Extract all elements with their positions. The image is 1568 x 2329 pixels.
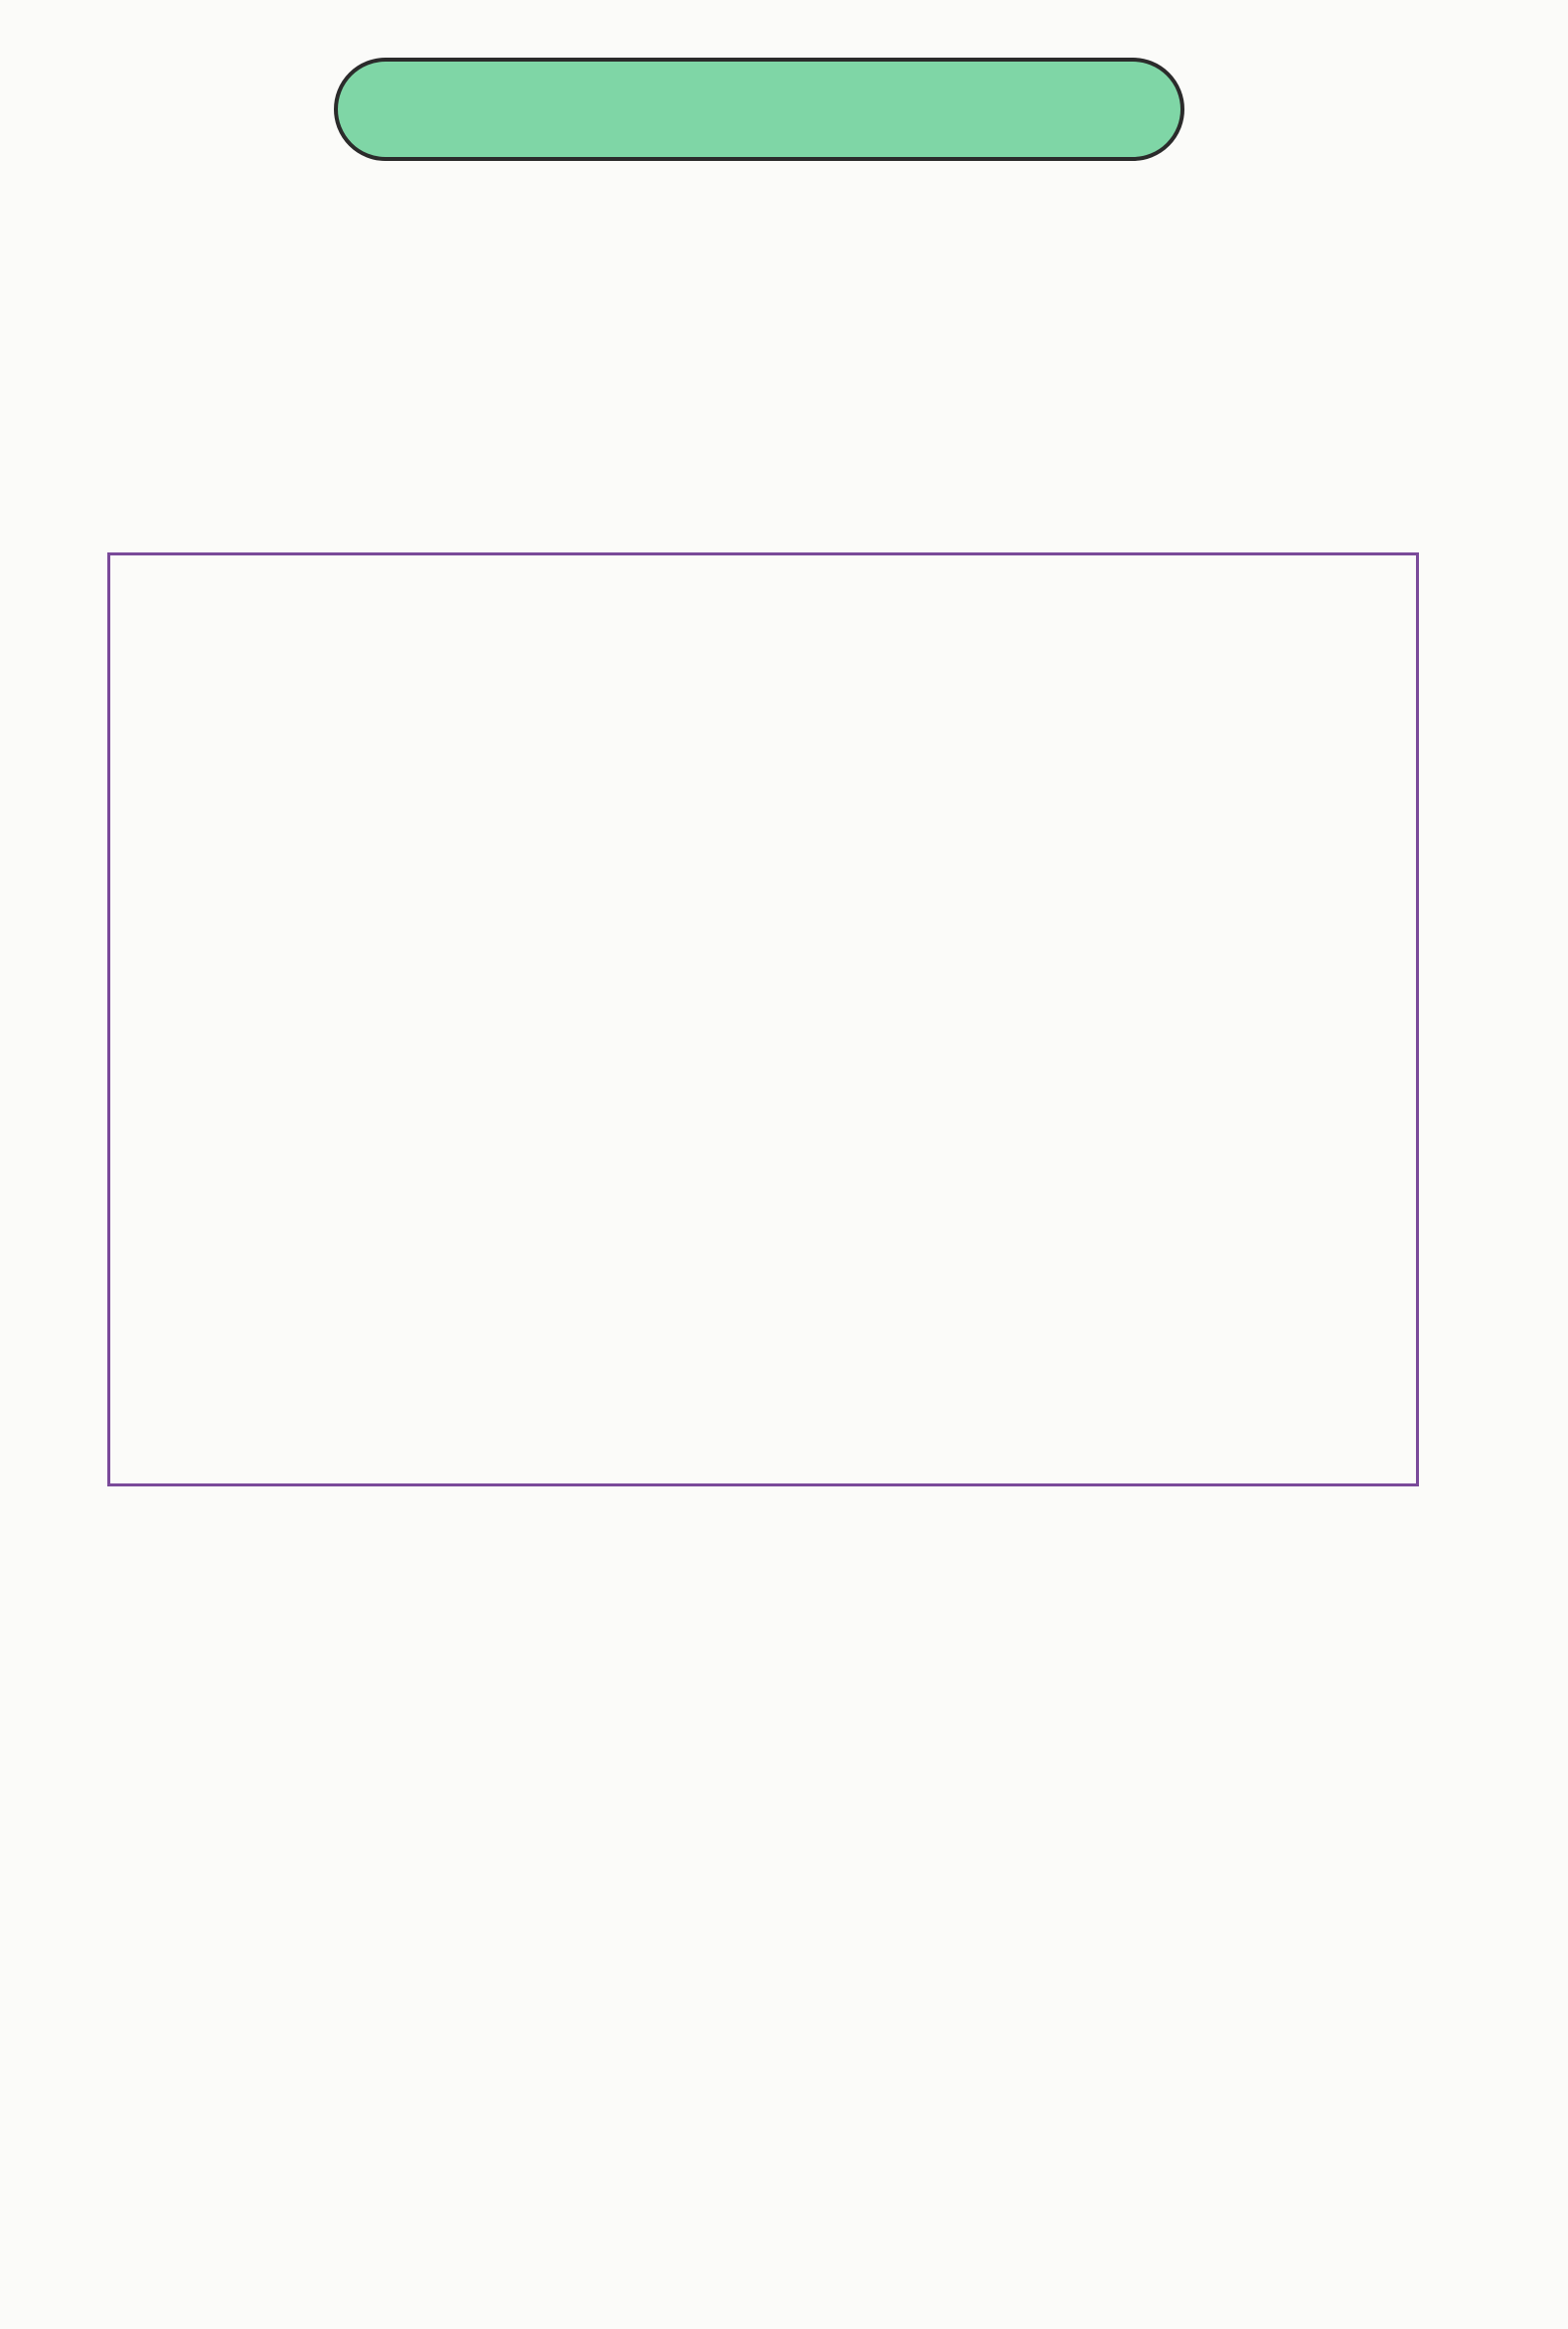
responsive-reading-box [107, 552, 1419, 1486]
title-banner [334, 58, 1184, 161]
